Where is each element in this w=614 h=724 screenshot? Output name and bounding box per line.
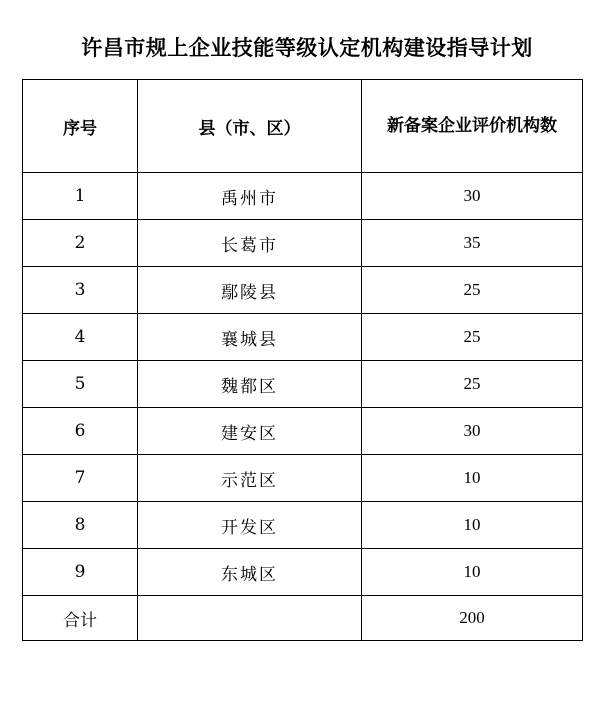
header-count-label: 新备案企业评价机构数: [387, 116, 557, 136]
row-count: 10: [362, 455, 583, 502]
row-count: 10: [362, 549, 583, 596]
row-count: 30: [362, 173, 583, 220]
table-row: [23, 220, 583, 267]
total-label: 合计: [23, 596, 138, 641]
row-count: 35: [362, 220, 583, 267]
row-county: 开发区: [138, 502, 362, 549]
total-county: [138, 596, 362, 641]
row-county: 东城区: [138, 549, 362, 596]
row-count: 25: [362, 361, 583, 408]
row-county: 魏都区: [138, 361, 362, 408]
row-index: 2: [23, 220, 138, 267]
row-index: 4: [23, 314, 138, 361]
table-row: [23, 361, 583, 408]
table-row: [23, 408, 583, 455]
row-index: 8: [23, 502, 138, 549]
plan-table: [22, 79, 583, 641]
row-county: 鄢陵县: [138, 267, 362, 314]
table-row: [23, 314, 583, 361]
row-count: 30: [362, 408, 583, 455]
row-county: 长葛市: [138, 220, 362, 267]
row-count: 10: [362, 502, 583, 549]
row-county: 示范区: [138, 455, 362, 502]
header-index: 序号: [23, 80, 138, 173]
page-title: 许昌市规上企业技能等级认定机构建设指导计划: [81, 36, 533, 60]
row-index: 3: [23, 267, 138, 314]
table-row: [23, 455, 583, 502]
table-row: [23, 502, 583, 549]
total-count: 200: [362, 596, 583, 641]
row-count: 25: [362, 267, 583, 314]
row-index: 5: [23, 361, 138, 408]
row-county: 禹州市: [138, 173, 362, 220]
table-row: [23, 267, 583, 314]
row-county: 建安区: [138, 408, 362, 455]
row-county: 襄城县: [138, 314, 362, 361]
row-index: 6: [23, 408, 138, 455]
table-row: [23, 173, 583, 220]
header-county: 县（市、区）: [138, 80, 362, 173]
row-index: 1: [23, 173, 138, 220]
table-row: [23, 549, 583, 596]
table-header-row: [23, 80, 583, 173]
header-count: [362, 80, 583, 173]
row-index: 9: [23, 549, 138, 596]
row-index: 7: [23, 455, 138, 502]
row-count: 25: [362, 314, 583, 361]
table-total-row: [23, 596, 583, 641]
